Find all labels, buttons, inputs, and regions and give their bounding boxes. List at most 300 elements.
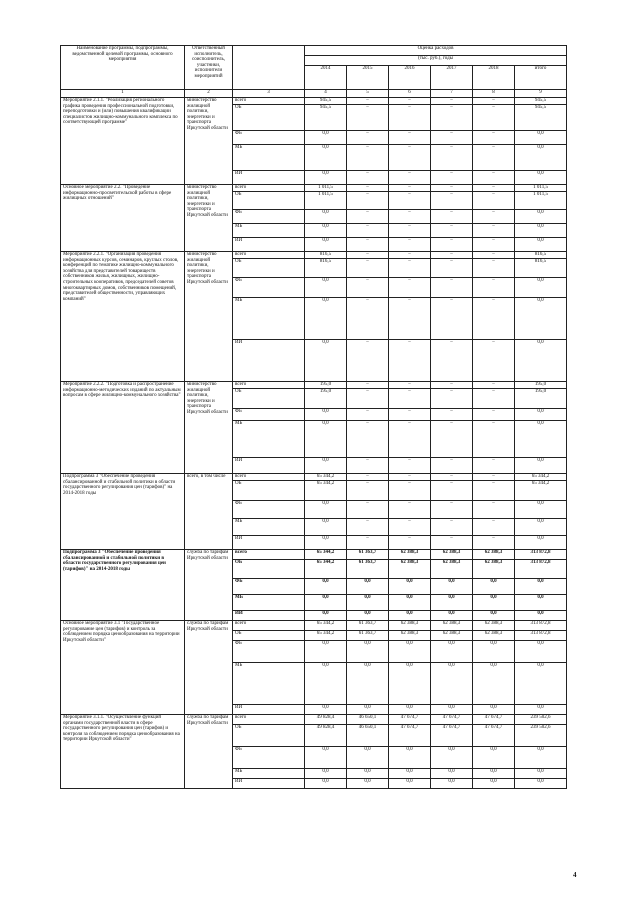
- year-value-cell: –: [431, 536, 473, 550]
- year-value-cell: –: [389, 340, 431, 382]
- year-value-cell: 195,0: [305, 382, 347, 389]
- year-value-cell: –: [389, 278, 431, 298]
- funding-source-cell: ФБ: [233, 210, 305, 224]
- column-number: 4: [305, 90, 347, 98]
- funding-source-cell: ОБ: [233, 259, 305, 278]
- year-value-cell: 0,0: [389, 595, 431, 611]
- program-name-cell: Мероприятие 2.2.2. "Подготовка и распространение информационно-методических изданий по актуальным вопросам в сфере жилищно-коммунального хозяйства": [61, 382, 185, 474]
- year-value-cell: –: [431, 298, 473, 340]
- year-value-cell: 62 388,3: [431, 621, 473, 631]
- funding-source-cell: ИИ: [233, 238, 305, 252]
- total-value-cell: 0,0: [515, 409, 567, 421]
- year-value-cell: 816,5: [305, 252, 347, 259]
- year-value-cell: 195,0: [305, 389, 347, 409]
- year-value-cell: 0,0: [305, 278, 347, 298]
- year-value-cell: 0,0: [347, 579, 389, 595]
- funding-source-cell: МБ: [233, 595, 305, 611]
- total-value-cell: 313 872,8: [515, 631, 567, 641]
- year-value-cell: 0,0: [305, 131, 347, 145]
- year-value-cell: 65 344,2: [305, 550, 347, 560]
- year-value-cell: –: [389, 501, 431, 519]
- year-value-cell: 62 388,3: [389, 550, 431, 560]
- total-value-cell: 0,0: [515, 131, 567, 145]
- year-value-cell: –: [347, 252, 389, 259]
- year-value-cell: –: [389, 519, 431, 536]
- funding-source-cell: ОБ: [233, 192, 305, 210]
- year-value-cell: 0,0: [305, 747, 347, 769]
- funding-source-cell: МБ: [233, 519, 305, 536]
- year-value-cell: 0,0: [431, 747, 473, 769]
- year-value-cell: –: [473, 536, 515, 550]
- funding-source-cell: всего: [233, 715, 305, 725]
- year-value-cell: –: [347, 298, 389, 340]
- year-value-cell: –: [431, 389, 473, 409]
- total-value-cell: 239 502,6: [515, 725, 567, 747]
- year-value-cell: –: [473, 192, 515, 210]
- year-value-cell: 0,0: [305, 298, 347, 340]
- program-name-cell: Основное мероприятие 2.2. "Проведение информационно-просветительской работы в сфере жилищных отношений": [61, 185, 185, 252]
- total-value-cell: 0,0: [515, 579, 567, 595]
- total-value-cell: 0,0: [515, 238, 567, 252]
- year-value-cell: 0,0: [305, 210, 347, 224]
- year-value-cell: 0,0: [347, 747, 389, 769]
- total-value-cell: 0,0: [515, 340, 567, 382]
- funding-source-cell: ИИ: [233, 171, 305, 185]
- total-value-cell: 0,0: [515, 421, 567, 458]
- year-value-cell: –: [431, 474, 473, 481]
- total-value-cell: 1 011,5: [515, 185, 567, 192]
- year-value-cell: –: [389, 389, 431, 409]
- header-year: 2014: [305, 66, 347, 90]
- responsible-cell: министерство жилищной политики, энергетики и транспорта Иркутской области: [185, 98, 233, 185]
- year-value-cell: –: [389, 382, 431, 389]
- year-value-cell: 0,0: [305, 663, 347, 705]
- year-value-cell: –: [389, 536, 431, 550]
- funding-source-cell: МБ: [233, 421, 305, 458]
- year-value-cell: –: [347, 389, 389, 409]
- funding-source-cell: ФБ: [233, 131, 305, 145]
- year-value-cell: 0,0: [305, 641, 347, 663]
- year-value-cell: –: [347, 171, 389, 185]
- year-value-cell: 0,0: [305, 705, 347, 715]
- total-value-cell: 0,0: [515, 224, 567, 238]
- funding-source-cell: ИИ: [233, 536, 305, 550]
- year-value-cell: 62 388,3: [473, 621, 515, 631]
- program-name-cell: Мероприятие 3.1.1. "Осуществление функций органами государственной власти в сфере государственного регулирования цен (тарифов) и контроля за соблюдением порядка ценообразования на территории Иркутской области": [61, 715, 185, 789]
- year-value-cell: 0,0: [431, 579, 473, 595]
- funding-source-cell: всего: [233, 98, 305, 105]
- header-responsible: Ответственный исполнитель, соисполнитель, участники, исполнители мероприятий: [185, 46, 233, 90]
- funding-source-cell: всего: [233, 474, 305, 481]
- year-value-cell: 0,0: [305, 145, 347, 171]
- column-number: 5: [347, 90, 389, 98]
- year-value-cell: –: [389, 252, 431, 259]
- header-estimate-units: (тыс. руб.), годы: [305, 56, 567, 66]
- total-value-cell: 0,0: [515, 298, 567, 340]
- year-value-cell: –: [473, 98, 515, 105]
- total-value-cell: 0,0: [515, 519, 567, 536]
- funding-source-cell: ФБ: [233, 579, 305, 595]
- table-row: [61, 474, 567, 481]
- funding-source-cell: ОБ: [233, 560, 305, 579]
- year-value-cell: –: [473, 298, 515, 340]
- funding-source-cell: МБ: [233, 769, 305, 779]
- year-value-cell: 0,0: [473, 705, 515, 715]
- year-value-cell: –: [347, 131, 389, 145]
- year-value-cell: 0,0: [305, 340, 347, 382]
- year-value-cell: 0,0: [473, 579, 515, 595]
- year-value-cell: –: [431, 501, 473, 519]
- year-value-cell: 0,0: [347, 611, 389, 621]
- funding-source-cell: всего: [233, 185, 305, 192]
- header-year: 2018: [473, 66, 515, 90]
- year-value-cell: 0,0: [347, 595, 389, 611]
- year-value-cell: 0,0: [431, 779, 473, 789]
- year-value-cell: 65 344,2: [305, 621, 347, 631]
- total-value-cell: 0,0: [515, 536, 567, 550]
- year-value-cell: 0,0: [473, 663, 515, 705]
- year-value-cell: 0,0: [389, 641, 431, 663]
- year-value-cell: –: [347, 98, 389, 105]
- funding-source-cell: ИИ: [233, 779, 305, 789]
- year-value-cell: –: [473, 171, 515, 185]
- total-value-cell: 945,5: [515, 105, 567, 131]
- year-value-cell: –: [473, 210, 515, 224]
- header-source-blank: [233, 46, 305, 90]
- year-value-cell: 46 650,1: [347, 715, 389, 725]
- year-value-cell: 65 344,2: [305, 481, 347, 501]
- total-value-cell: 195,0: [515, 389, 567, 409]
- year-value-cell: –: [347, 421, 389, 458]
- funding-source-cell: ИИ: [233, 611, 305, 621]
- year-value-cell: –: [347, 519, 389, 536]
- year-value-cell: –: [389, 409, 431, 421]
- year-value-cell: –: [347, 382, 389, 389]
- year-value-cell: 47 674,7: [473, 715, 515, 725]
- year-value-cell: 0,0: [431, 611, 473, 621]
- year-value-cell: 0,0: [431, 641, 473, 663]
- year-value-cell: –: [389, 238, 431, 252]
- funding-source-cell: ОБ: [233, 389, 305, 409]
- table-row: [61, 252, 567, 259]
- year-value-cell: –: [431, 252, 473, 259]
- total-value-cell: 0,0: [515, 747, 567, 769]
- year-value-cell: –: [431, 105, 473, 131]
- header-year: 2015: [347, 66, 389, 90]
- year-value-cell: 49 828,4: [305, 715, 347, 725]
- funding-source-cell: ОБ: [233, 105, 305, 131]
- total-value-cell: 816,5: [515, 252, 567, 259]
- header-estimate-title: Оценка расходов: [305, 46, 567, 56]
- total-value-cell: 65 344,2: [515, 481, 567, 501]
- year-value-cell: 0,0: [305, 458, 347, 474]
- header-year: 2016: [389, 66, 431, 90]
- year-value-cell: –: [389, 131, 431, 145]
- year-value-cell: –: [389, 210, 431, 224]
- year-value-cell: –: [473, 421, 515, 458]
- year-value-cell: –: [347, 278, 389, 298]
- year-value-cell: –: [473, 278, 515, 298]
- year-value-cell: 0,0: [389, 779, 431, 789]
- year-value-cell: 46 650,1: [347, 725, 389, 747]
- year-value-cell: –: [389, 192, 431, 210]
- year-value-cell: –: [431, 259, 473, 278]
- total-value-cell: 195,0: [515, 382, 567, 389]
- year-value-cell: 62 388,3: [473, 550, 515, 560]
- year-value-cell: –: [473, 389, 515, 409]
- year-value-cell: 0,0: [389, 769, 431, 779]
- year-value-cell: 1 011,5: [305, 192, 347, 210]
- year-value-cell: 0,0: [305, 536, 347, 550]
- program-name-cell: Мероприятие 2.2.1. "Организация проведения информационных курсов, семинаров, круглых столов, конференций по тематике жилищно-коммунального хозяйства для представителей товариществ собственников жилья, жилищных, жилищно-строительных кооперативов, председателей советов многоквартирных домов, собственников помещений, представителей общественности, управляющих компаний": [61, 252, 185, 382]
- year-value-cell: 0,0: [305, 595, 347, 611]
- total-value-cell: 65 344,2: [515, 474, 567, 481]
- year-value-cell: –: [389, 458, 431, 474]
- year-value-cell: –: [389, 171, 431, 185]
- year-value-cell: –: [347, 105, 389, 131]
- responsible-cell: министерство жилищной политики, энергетики и транспорта Иркутской области: [185, 185, 233, 252]
- year-value-cell: 0,0: [389, 747, 431, 769]
- total-value-cell: 313 872,8: [515, 560, 567, 579]
- total-value-cell: 0,0: [515, 663, 567, 705]
- year-value-cell: –: [389, 298, 431, 340]
- responsible-cell: министерство жилищной политики, энергетики и транспорта Иркутской области: [185, 252, 233, 382]
- year-value-cell: 0,0: [347, 663, 389, 705]
- year-value-cell: 945,5: [305, 98, 347, 105]
- total-value-cell: 0,0: [515, 145, 567, 171]
- funding-source-cell: ОБ: [233, 481, 305, 501]
- year-value-cell: –: [431, 98, 473, 105]
- year-value-cell: –: [389, 105, 431, 131]
- table-row: [61, 715, 567, 725]
- year-value-cell: –: [389, 98, 431, 105]
- funding-source-cell: всего: [233, 382, 305, 389]
- total-value-cell: 313 872,8: [515, 621, 567, 631]
- funding-source-cell: всего: [233, 252, 305, 259]
- header-total: итого: [515, 66, 567, 90]
- year-value-cell: 0,0: [431, 663, 473, 705]
- column-number: 2: [185, 90, 233, 98]
- year-value-cell: 0,0: [305, 224, 347, 238]
- year-value-cell: –: [431, 238, 473, 252]
- funding-source-cell: МБ: [233, 298, 305, 340]
- responsible-cell: служба по тарифам Иркутской области: [185, 715, 233, 789]
- total-value-cell: 0,0: [515, 501, 567, 519]
- total-value-cell: 313 872,8: [515, 550, 567, 560]
- column-number: 1: [61, 90, 185, 98]
- table-row: [61, 185, 567, 192]
- program-name-cell: Подпрограмма 3 "Обеспечение проведения сбалансированной и стабильной политики в области государственного регулирования цен (тарифов)" на 2014-2018 годы: [61, 474, 185, 550]
- total-value-cell: 0,0: [515, 705, 567, 715]
- year-value-cell: –: [473, 145, 515, 171]
- year-value-cell: –: [347, 192, 389, 210]
- year-value-cell: –: [389, 474, 431, 481]
- year-value-cell: –: [347, 238, 389, 252]
- year-value-cell: –: [473, 259, 515, 278]
- header-year: 2017: [431, 66, 473, 90]
- year-value-cell: –: [431, 131, 473, 145]
- funding-source-cell: ФБ: [233, 278, 305, 298]
- total-value-cell: 0,0: [515, 278, 567, 298]
- year-value-cell: 61 363,7: [347, 621, 389, 631]
- year-value-cell: 0,0: [431, 705, 473, 715]
- total-value-cell: 0,0: [515, 171, 567, 185]
- year-value-cell: –: [431, 340, 473, 382]
- funding-source-cell: ФБ: [233, 747, 305, 769]
- year-value-cell: 0,0: [389, 611, 431, 621]
- year-value-cell: 61 363,7: [347, 560, 389, 579]
- year-value-cell: –: [431, 409, 473, 421]
- year-value-cell: 0,0: [347, 769, 389, 779]
- total-value-cell: 0,0: [515, 458, 567, 474]
- year-value-cell: –: [473, 185, 515, 192]
- year-value-cell: 0,0: [431, 595, 473, 611]
- year-value-cell: 65 344,2: [305, 631, 347, 641]
- year-value-cell: 0,0: [305, 769, 347, 779]
- table-body: [61, 98, 567, 789]
- year-value-cell: 0,0: [473, 779, 515, 789]
- year-value-cell: –: [389, 185, 431, 192]
- year-value-cell: 0,0: [305, 421, 347, 458]
- year-value-cell: 65 344,2: [305, 474, 347, 481]
- year-value-cell: 0,0: [305, 501, 347, 519]
- year-value-cell: –: [473, 238, 515, 252]
- year-value-cell: 65 344,2: [305, 560, 347, 579]
- year-value-cell: 816,5: [305, 259, 347, 278]
- funding-source-cell: ФБ: [233, 641, 305, 663]
- total-value-cell: 0,0: [515, 210, 567, 224]
- funding-source-cell: ИИ: [233, 458, 305, 474]
- year-value-cell: –: [389, 481, 431, 501]
- year-value-cell: 61 363,7: [347, 631, 389, 641]
- year-value-cell: 0,0: [305, 171, 347, 185]
- year-value-cell: –: [431, 185, 473, 192]
- table-row: [61, 382, 567, 389]
- year-value-cell: 0,0: [347, 641, 389, 663]
- year-value-cell: 0,0: [347, 705, 389, 715]
- expense-estimate-table: [60, 45, 566, 789]
- funding-source-cell: МБ: [233, 663, 305, 705]
- year-value-cell: 62 388,3: [431, 560, 473, 579]
- year-value-cell: 0,0: [389, 579, 431, 595]
- responsible-cell: министерство жилищной политики, энергетики и транспорта Иркутской области: [185, 382, 233, 474]
- program-name-cell: Мероприятие 2.1.1. "Реализация регионального графика проведения профессиональной подготовки, переподготовки и (или) повышения квалификации специалистов жилищно-коммунального комплекса по соответствующей программе": [61, 98, 185, 185]
- year-value-cell: –: [347, 501, 389, 519]
- year-value-cell: 0,0: [473, 747, 515, 769]
- year-value-cell: –: [473, 252, 515, 259]
- year-value-cell: –: [347, 145, 389, 171]
- funding-source-cell: ФБ: [233, 501, 305, 519]
- year-value-cell: –: [431, 458, 473, 474]
- year-value-cell: 945,5: [305, 105, 347, 131]
- total-value-cell: 239 502,6: [515, 715, 567, 725]
- year-value-cell: 61 363,7: [347, 550, 389, 560]
- year-value-cell: –: [389, 421, 431, 458]
- year-value-cell: –: [389, 259, 431, 278]
- responsible-cell: служба по тарифам Иркутской области: [185, 621, 233, 715]
- funding-source-cell: всего: [233, 621, 305, 631]
- year-value-cell: 62 388,3: [389, 631, 431, 641]
- year-value-cell: –: [473, 224, 515, 238]
- year-value-cell: 0,0: [305, 519, 347, 536]
- year-value-cell: 0,0: [473, 769, 515, 779]
- year-value-cell: –: [347, 185, 389, 192]
- responsible-cell: всего, в том числе: [185, 474, 233, 550]
- year-value-cell: –: [347, 474, 389, 481]
- year-value-cell: 0,0: [473, 611, 515, 621]
- year-value-cell: 0,0: [389, 705, 431, 715]
- table-row: [61, 550, 567, 560]
- year-value-cell: 62 388,3: [431, 631, 473, 641]
- year-value-cell: 47 674,7: [389, 725, 431, 747]
- year-value-cell: –: [347, 458, 389, 474]
- year-value-cell: 47 674,7: [389, 715, 431, 725]
- year-value-cell: 0,0: [305, 409, 347, 421]
- funding-source-cell: ИИ: [233, 340, 305, 382]
- total-value-cell: 0,0: [515, 595, 567, 611]
- total-value-cell: 0,0: [515, 641, 567, 663]
- year-value-cell: –: [347, 210, 389, 224]
- year-value-cell: –: [431, 145, 473, 171]
- funding-source-cell: МБ: [233, 224, 305, 238]
- year-value-cell: –: [431, 519, 473, 536]
- header-program-name: Наименование программы, подпрограммы, ведомственной целевой программы, основного мероприятия: [61, 46, 185, 90]
- year-value-cell: 0,0: [389, 663, 431, 705]
- year-value-cell: 0,0: [305, 579, 347, 595]
- column-number: 9: [515, 90, 567, 98]
- year-value-cell: 62 388,3: [389, 560, 431, 579]
- year-value-cell: 0,0: [431, 769, 473, 779]
- program-name-cell: Подпрограмма 3 "Обеспечение проведения сбалансированной и стабильной политики в области государственного регулирования цен (тарифов)" на 2014-2018 годы: [61, 550, 185, 621]
- year-value-cell: –: [431, 382, 473, 389]
- year-value-cell: 62 388,3: [431, 550, 473, 560]
- table-row: [61, 621, 567, 631]
- year-value-cell: 0,0: [305, 238, 347, 252]
- year-value-cell: 1 011,5: [305, 185, 347, 192]
- total-value-cell: 0,0: [515, 611, 567, 621]
- total-value-cell: 0,0: [515, 769, 567, 779]
- year-value-cell: –: [473, 105, 515, 131]
- year-value-cell: –: [347, 409, 389, 421]
- year-value-cell: –: [473, 481, 515, 501]
- year-value-cell: –: [347, 481, 389, 501]
- column-number: 6: [389, 90, 431, 98]
- year-value-cell: –: [473, 519, 515, 536]
- year-value-cell: –: [431, 210, 473, 224]
- column-number: 8: [473, 90, 515, 98]
- year-value-cell: 62 388,3: [473, 560, 515, 579]
- year-value-cell: –: [347, 340, 389, 382]
- year-value-cell: 0,0: [305, 611, 347, 621]
- column-number: 3: [233, 90, 305, 98]
- page-number: 4: [573, 871, 577, 879]
- year-value-cell: 47 674,7: [431, 715, 473, 725]
- year-value-cell: 0,0: [347, 779, 389, 789]
- year-value-cell: –: [347, 224, 389, 238]
- year-value-cell: –: [389, 145, 431, 171]
- funding-source-cell: всего: [233, 550, 305, 560]
- year-value-cell: –: [473, 340, 515, 382]
- year-value-cell: 0,0: [473, 641, 515, 663]
- year-value-cell: –: [431, 171, 473, 185]
- total-value-cell: 0,0: [515, 779, 567, 789]
- table-row: [61, 98, 567, 105]
- year-value-cell: –: [431, 421, 473, 458]
- year-value-cell: –: [473, 501, 515, 519]
- year-value-cell: –: [431, 224, 473, 238]
- funding-source-cell: ОБ: [233, 631, 305, 641]
- year-value-cell: –: [473, 458, 515, 474]
